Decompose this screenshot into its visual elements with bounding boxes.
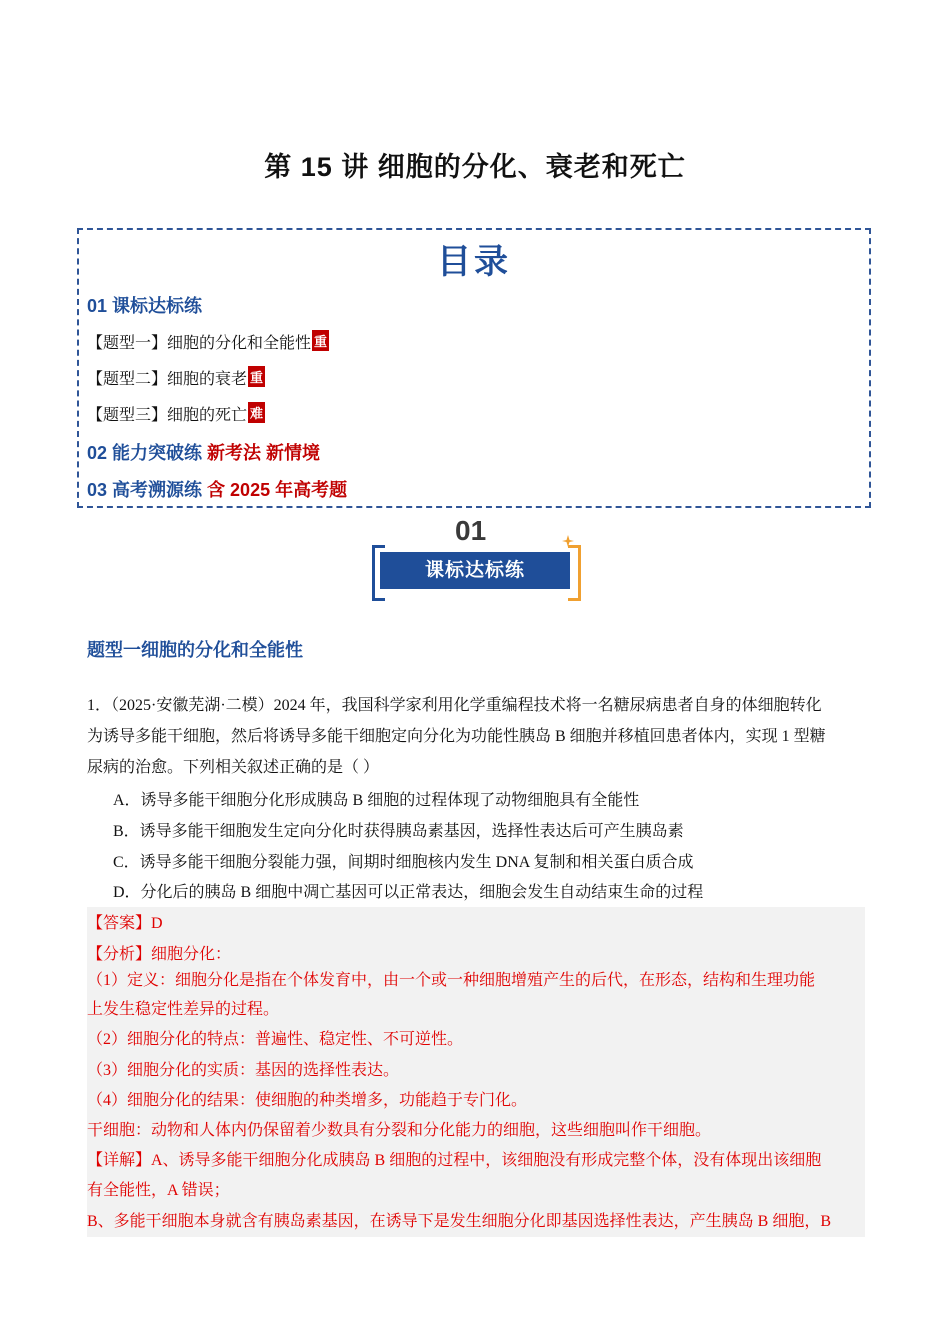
- table-of-contents: [77, 228, 871, 508]
- toc-section-label: 02 能力突破练: [87, 443, 203, 463]
- answer-line: （4）细胞分化的结果：使细胞的种类增多，功能趋于专门化。: [87, 1092, 528, 1109]
- answer-line: （2）细胞分化的特点：普遍性、稳定性、不可逆性。: [87, 1031, 464, 1048]
- answer-line: 【详解】A、诱导多能干细胞分化成胰岛 B 细胞的过程中，该细胞没有形成完整个体，没有体现出该细胞: [87, 1152, 822, 1169]
- answer-line: （1）定义：细胞分化是指在个体发育中，由一个或一种细胞增殖产生的后代，在形态，结构和生理功能: [87, 972, 816, 989]
- answer-line: 【分析】细胞分化：: [87, 946, 232, 963]
- stem-line: 尿病的治愈。下列相关叙述正确的是（ ）: [87, 759, 380, 776]
- option-d[interactable]: D．分化后的胰岛 B 细胞中凋亡基因可以正常表达，细胞会发生自动结束生命的过程: [113, 884, 704, 901]
- toc-item-3[interactable]: [87, 402, 265, 425]
- option-c[interactable]: C．诱导多能干细胞分裂能力强，间期时细胞核内发生 DNA 复制和相关蛋白质合成: [113, 854, 694, 871]
- stem-line: 为诱导多能干细胞，然后将诱导多能干细胞定向分化为功能性胰岛 B 细胞并移植回患者体内，实现 1 型糖: [87, 728, 826, 745]
- toc-item-label: 【题型二】细胞的衰老: [87, 371, 248, 388]
- toc-item-label: 【题型一】细胞的分化和全能性: [87, 335, 312, 352]
- answer-line: 有全能性，A 错误；: [87, 1182, 230, 1199]
- toc-section-2[interactable]: [87, 439, 320, 465]
- sparkle-icon: [560, 533, 580, 553]
- answer-line: 上发生稳定性差异的过程。: [87, 1001, 280, 1018]
- difficulty-badge: 难: [248, 402, 265, 423]
- importance-badge: 重: [248, 366, 265, 387]
- answer-line: B、多能干细胞本身就含有胰岛素基因，在诱导下是发生细胞分化即基因选择性表达，产生胰岛 B 细胞，B: [87, 1213, 832, 1230]
- page-title: 第 15 讲 细胞的分化、衰老和死亡: [264, 152, 686, 182]
- toc-item-1[interactable]: [87, 330, 329, 353]
- stem-line: 1．（2025·安徽芜湖·二模）2024 年，我国科学家利用化学重编程技术将一名糖尿病患者自身的体细胞转化: [87, 697, 822, 714]
- section-banner: [370, 515, 580, 595]
- toc-section-tag: 新考法 新情境: [207, 443, 321, 463]
- question-type-heading: 题型一细胞的分化和全能性: [87, 640, 303, 660]
- importance-badge: 重: [312, 330, 329, 351]
- option-a[interactable]: A．诱导多能干细胞分化形成胰岛 B 细胞的过程体现了动物细胞具有全能性: [113, 792, 640, 809]
- banner-number: 01: [455, 515, 487, 546]
- option-b[interactable]: B．诱导多能干细胞发生定向分化时获得胰岛素基因，选择性表达后可产生胰岛素: [113, 823, 684, 840]
- answer-line: 干细胞：动物和人体内仍保留着少数具有分裂和分化能力的细胞，这些细胞叫作干细胞。: [87, 1122, 712, 1139]
- toc-section-label: 03 高考溯源练: [87, 480, 203, 500]
- answer-line: （3）细胞分化的实质：基因的选择性表达。: [87, 1062, 400, 1079]
- banner-label: 课标达标练: [380, 552, 570, 589]
- toc-item-label: 【题型三】细胞的死亡: [87, 407, 248, 424]
- toc-heading: 目录: [437, 243, 511, 281]
- toc-section-3[interactable]: [87, 476, 347, 502]
- toc-item-2[interactable]: [87, 366, 265, 389]
- question-stem: [87, 690, 865, 783]
- toc-section-1[interactable]: 01 课标达标练: [87, 296, 203, 316]
- answer-line: 【答案】D: [87, 915, 163, 932]
- toc-section-tag: 含 2025 年高考题: [207, 480, 348, 500]
